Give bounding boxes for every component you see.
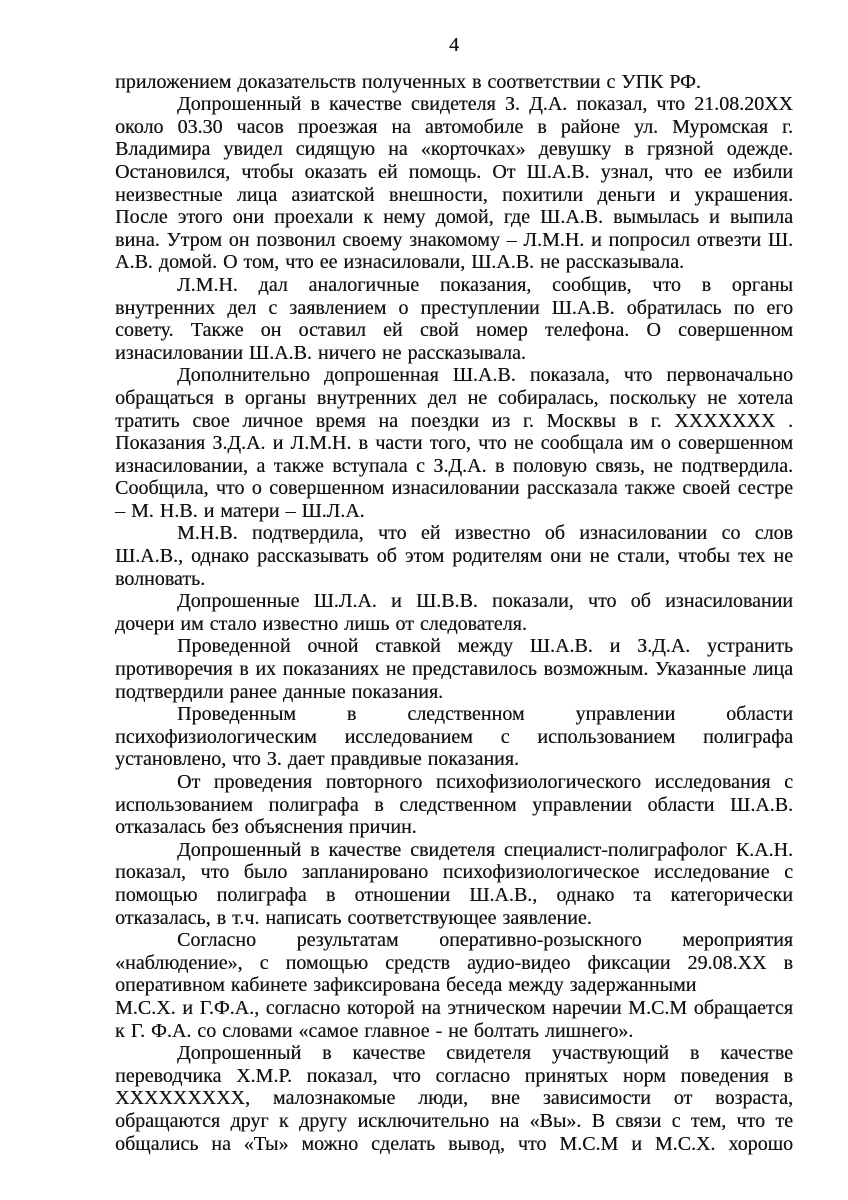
paragraph: Допрошенный в качестве свидетеля З. Д.А. показал, что 21.08.20ХХ около 03.30 часов проезжая на автомобиле в районе ул. Муромская г. Владимира увидел сидящую на «корточках» девушку в грязной одежде. Остановился, чтобы оказать ей помощь. От Ш.А.В. узнал, что ее избили неизвестные лица азиатской внешности, похитили деньги и украшения. После этого они проехали к нему домой, где Ш.А.В. вымылась и выпила вина. Утром он позвонил своему знакомому – Л.М.Н. и попросил отвезти Ш. А.В. домой. О том, что ее изнасиловали, Ш.А.В. не рассказывала.: [115, 93, 793, 274]
paragraph: Проведенным в следственном управлении области психофизиологическим исследованием с использованием полиграфа установлено, что З. дает правдивые показания.: [115, 703, 793, 771]
paragraph: М.С.Х. и Г.Ф.А., согласно которой на этническом наречии М.С.М обращается к Г. Ф.А. со словами «самое главное - не болтать лишнего».: [115, 996, 793, 1042]
document-content: [115, 34, 793, 1155]
paragraph: Допрошенный в качестве свидетеля специалист-полиграфолог К.А.Н. показал, что было запланировано психофизиологическое исследование с помощью полиграфа в отношении Ш.А.В., однако та категорически отказалась, в т.ч. написать соответствующее заявление.: [115, 838, 793, 929]
paragraph: Дополнительно допрошенная Ш.А.В. показала, что первоначально обращаться в органы внутренних дел не собиралась, поскольку не хотела тратить свое личное время на поездки из г. Москвы в г. ХХХХХХХ . Показания З.Д.А. и Л.М.Н. в части того, что не сообщала им о совершенном изнасиловании, а также вступала с З.Д.А. в половую связь, не подтвердила. Сообщила, что о совершенном изнасиловании рассказала также своей сестре – М. Н.В. и матери – Ш.Л.А.: [115, 364, 793, 522]
paragraph: М.Н.В. подтвердила, что ей известно об изнасиловании со слов Ш.А.В., однако рассказывать об этом родителям они не стали, чтобы тех не волновать.: [115, 522, 793, 590]
paragraph: Допрошенные Ш.Л.А. и Ш.В.В. показали, что об изнасиловании дочери им стало известно лишь от следователя.: [115, 590, 793, 635]
paragraph: Л.М.Н. дал аналогичные показания, сообщив, что в органы внутренних дел с заявлением о преступлении Ш.А.В. обратилась по его совету. Также он оставил ей свой номер телефона. О совершенном изнасиловании Ш.А.В. ничего не рассказывала.: [115, 273, 793, 364]
paragraph: Допрошенный в качестве свидетеля участвующий в качестве переводчика Х.М.Р. показал, что согласно принятых норм поведения в ХХХХХХХХХ, малознакомые люди, вне зависимости от возраста, обращаются друг к другу исключительно на «Вы». В связи с тем, что те общались на «Ты» можно сделать вывод, что М.С.М и М.С.Х. хорошо: [115, 1042, 793, 1155]
paragraph: Согласно результатам оперативно-розыскного мероприятия «наблюдение», с помощью средств аудио-видео фиксации 29.08.ХХ в оперативном кабинете зафиксирована беседа между задержанными: [115, 929, 793, 997]
paragraph: приложением доказательств полученных в соответствии с УПК РФ.: [115, 70, 701, 93]
paragraph: Проведенной очной ставкой между Ш.А.В. и З.Д.А. устранить противоречия в их показаниях не представилось возможным. Указанные лица подтвердили ранее данные показания.: [115, 635, 793, 703]
paragraph: От проведения повторного психофизиологического исследования с использованием полиграфа в следственном управлении области Ш.А.В. отказалась без объяснения причин.: [115, 771, 793, 839]
page-number: 4: [449, 34, 459, 56]
